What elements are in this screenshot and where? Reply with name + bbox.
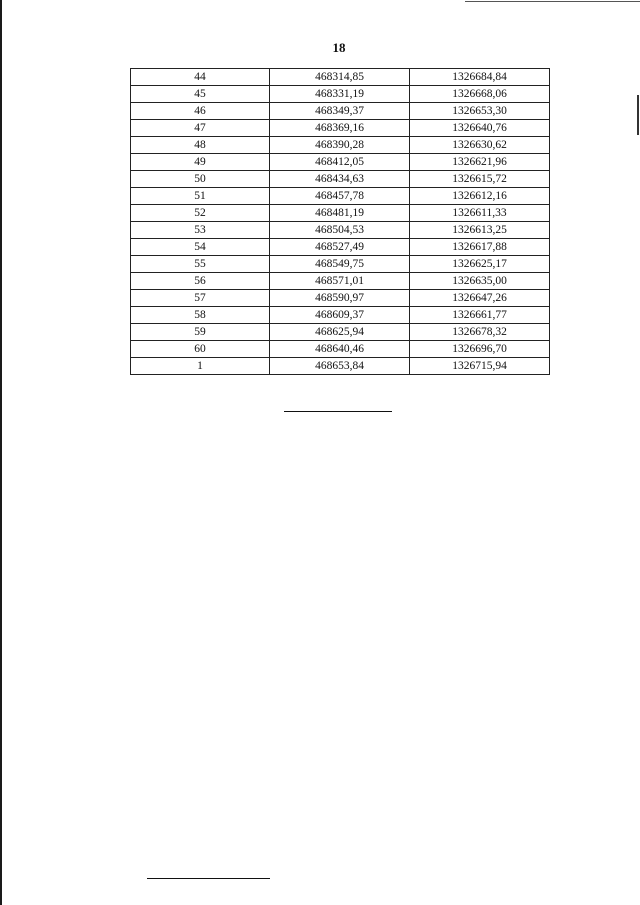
y-coordinate-cell: 1326612,16 bbox=[410, 188, 550, 205]
x-coordinate-cell: 468653,84 bbox=[270, 358, 410, 375]
page-number: 18 bbox=[332, 40, 346, 55]
x-coordinate-cell: 468314,85 bbox=[270, 69, 410, 86]
table-row bbox=[131, 273, 550, 290]
y-coordinate-cell: 1326647,26 bbox=[410, 290, 550, 307]
coordinates-table-body bbox=[131, 69, 550, 375]
x-coordinate-cell: 468481,19 bbox=[270, 205, 410, 222]
table-row bbox=[131, 222, 550, 239]
y-coordinate-cell: 1326613,25 bbox=[410, 222, 550, 239]
table-row bbox=[131, 290, 550, 307]
point-number-cell: 46 bbox=[131, 103, 270, 120]
point-number-cell: 49 bbox=[131, 154, 270, 171]
x-coordinate-cell: 468504,53 bbox=[270, 222, 410, 239]
table-row bbox=[131, 358, 550, 375]
table-row bbox=[131, 137, 550, 154]
point-number-cell: 50 bbox=[131, 171, 270, 188]
table-row bbox=[131, 324, 550, 341]
x-coordinate-cell: 468457,78 bbox=[270, 188, 410, 205]
point-number-cell: 47 bbox=[131, 120, 270, 137]
x-coordinate-cell: 468640,46 bbox=[270, 341, 410, 358]
y-coordinate-cell: 1326635,00 bbox=[410, 273, 550, 290]
x-coordinate-cell: 468609,37 bbox=[270, 307, 410, 324]
point-number-cell: 56 bbox=[131, 273, 270, 290]
point-number-cell: 55 bbox=[131, 256, 270, 273]
scan-edge-left bbox=[0, 0, 2, 905]
x-coordinate-cell: 468369,16 bbox=[270, 120, 410, 137]
point-number-cell: 59 bbox=[131, 324, 270, 341]
y-coordinate-cell: 1326653,30 bbox=[410, 103, 550, 120]
coordinates-table bbox=[130, 68, 550, 375]
point-number-cell: 52 bbox=[131, 205, 270, 222]
table-row bbox=[131, 307, 550, 324]
table-row bbox=[131, 239, 550, 256]
separator-line bbox=[284, 411, 392, 412]
point-number-cell: 54 bbox=[131, 239, 270, 256]
y-coordinate-cell: 1326696,70 bbox=[410, 341, 550, 358]
y-coordinate-cell: 1326668,06 bbox=[410, 86, 550, 103]
y-coordinate-cell: 1326640,76 bbox=[410, 120, 550, 137]
table-row bbox=[131, 154, 550, 171]
point-number-cell: 45 bbox=[131, 86, 270, 103]
x-coordinate-cell: 468390,28 bbox=[270, 137, 410, 154]
point-number-cell: 58 bbox=[131, 307, 270, 324]
table-row bbox=[131, 171, 550, 188]
x-coordinate-cell: 468549,75 bbox=[270, 256, 410, 273]
point-number-cell: 44 bbox=[131, 69, 270, 86]
scan-mark-top bbox=[465, 1, 640, 2]
x-coordinate-cell: 468571,01 bbox=[270, 273, 410, 290]
y-coordinate-cell: 1326621,96 bbox=[410, 154, 550, 171]
point-number-cell: 53 bbox=[131, 222, 270, 239]
point-number-cell: 51 bbox=[131, 188, 270, 205]
x-coordinate-cell: 468625,94 bbox=[270, 324, 410, 341]
y-coordinate-cell: 1326715,94 bbox=[410, 358, 550, 375]
point-number-cell: 48 bbox=[131, 137, 270, 154]
x-coordinate-cell: 468434,63 bbox=[270, 171, 410, 188]
table-row bbox=[131, 256, 550, 273]
scan-mark-right bbox=[637, 95, 639, 135]
table-row bbox=[131, 205, 550, 222]
table-row bbox=[131, 120, 550, 137]
footer-line bbox=[147, 878, 270, 879]
point-number-cell: 60 bbox=[131, 341, 270, 358]
point-number-cell: 57 bbox=[131, 290, 270, 307]
y-coordinate-cell: 1326615,72 bbox=[410, 171, 550, 188]
y-coordinate-cell: 1326625,17 bbox=[410, 256, 550, 273]
point-number-cell: 1 bbox=[131, 358, 270, 375]
table-row bbox=[131, 341, 550, 358]
y-coordinate-cell: 1326684,84 bbox=[410, 69, 550, 86]
y-coordinate-cell: 1326611,33 bbox=[410, 205, 550, 222]
y-coordinate-cell: 1326617,88 bbox=[410, 239, 550, 256]
table-row bbox=[131, 86, 550, 103]
x-coordinate-cell: 468412,05 bbox=[270, 154, 410, 171]
y-coordinate-cell: 1326630,62 bbox=[410, 137, 550, 154]
table-row bbox=[131, 188, 550, 205]
y-coordinate-cell: 1326678,32 bbox=[410, 324, 550, 341]
y-coordinate-cell: 1326661,77 bbox=[410, 307, 550, 324]
table-row bbox=[131, 69, 550, 86]
x-coordinate-cell: 468527,49 bbox=[270, 239, 410, 256]
table-row bbox=[131, 103, 550, 120]
x-coordinate-cell: 468331,19 bbox=[270, 86, 410, 103]
x-coordinate-cell: 468349,37 bbox=[270, 103, 410, 120]
x-coordinate-cell: 468590,97 bbox=[270, 290, 410, 307]
